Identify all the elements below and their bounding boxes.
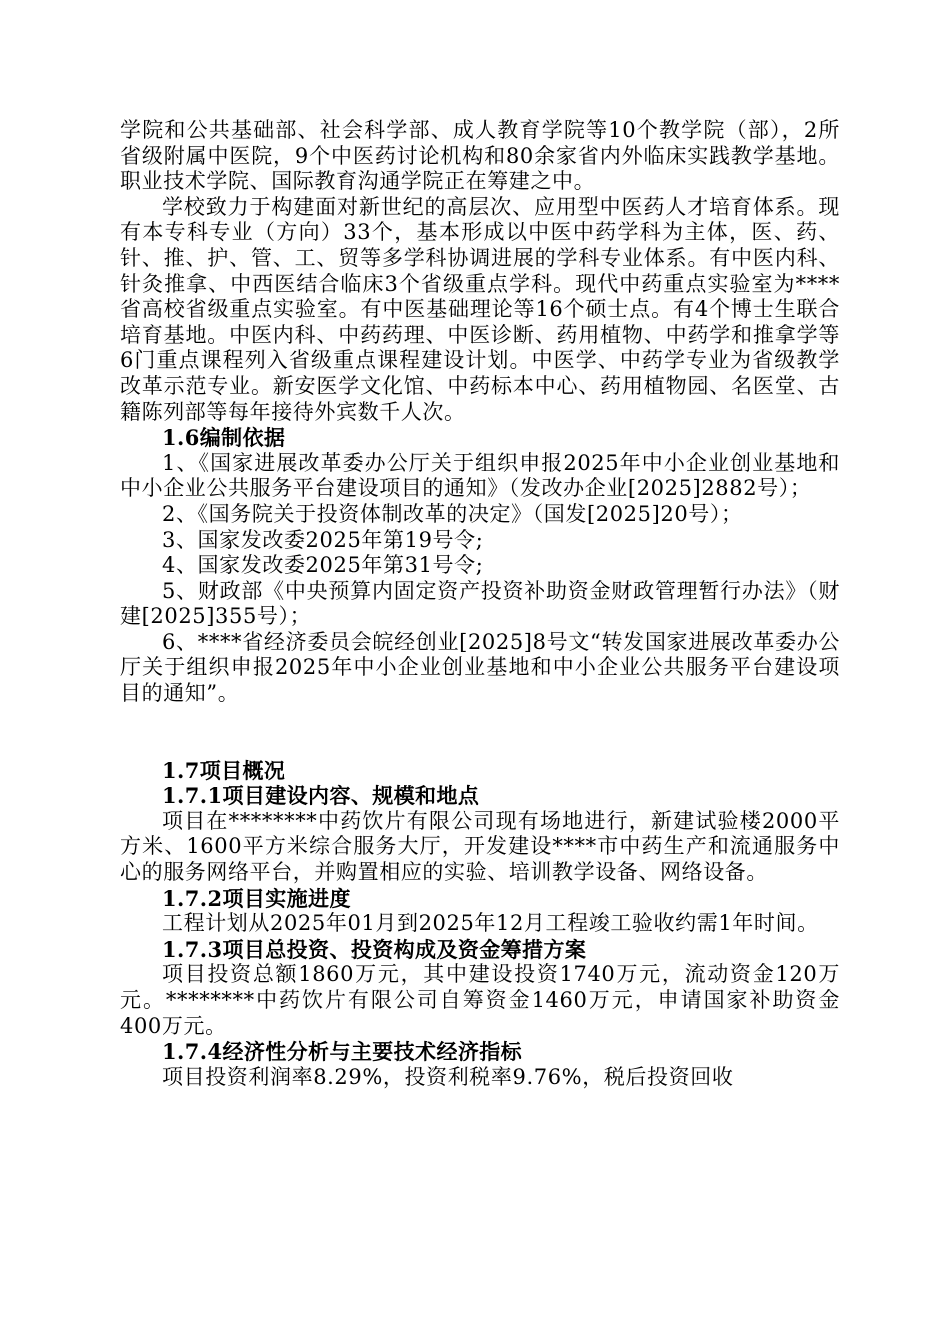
section-heading-1-7: 1.7项目概况 (162, 757, 286, 783)
intro-paragraph-1: 学院和公共基础部、社会科学部、成人教育学院等10个教学院（部），2所省级附属中医院，9个中医药讨论机构和80余家省内外临床实践教学基地。职业技术学院、国际教育沟通学院正在筹建之中。 (120, 118, 840, 194)
document-body (120, 118, 840, 1090)
basis-item-4: 4、国家发改委2025年第31号令; (162, 553, 484, 578)
intro-paragraph-2: 学校致力于构建面对新世纪的高层次、应用型中医药人才培育体系。现有本专科专业（方向）33个，基本形成以中医中药学科为主体，医、药、针、推、护、管、工、贸等多学科协调进展的学科专业体系。有中医内科、针灸推拿、中西医结合临床3个省级重点学科。现代中药重点实验室为****省高校省级重点实验室。有中医基础理论等16个硕士点。有4个博士生联合培育基地。中医内科、中药药理、中医诊断、药用植物、中药学和推拿学等6门重点课程列入省级重点课程建设计划。中医学、中药学专业为省级教学改革示范专业。新安医学文化馆、中药标本中心、药用植物园、名医堂、古籍陈列部等每年接待外宾数千人次。 (120, 194, 840, 424)
subsection-text-1-7-4: 项目投资利润率8.29%，投资利税率9.76%，税后投资回收 (162, 1064, 734, 1089)
subsection-heading-1-7-1: 1.7.1项目建设内容、规模和地点 (162, 783, 480, 809)
subsection-heading-1-7-2: 1.7.2项目实施进度 (162, 885, 351, 911)
subsection-heading-1-7-4: 1.7.4经济性分析与主要技术经济指标 (162, 1039, 523, 1065)
basis-item-5: 5、财政部《中央预算内固定资产投资补助资金财政管理暂行办法》（财建[2025]355号）； (120, 578, 840, 629)
subsection-heading-1-7-3: 1.7.3项目总投资、投资构成及资金筹措方案 (162, 936, 587, 962)
subsection-text-1-7-1: 项目在********中药饮片有限公司现有场地进行，新建试验楼2000平方米、1600平方米综合服务大厅，开发建设****市中药生产和流通服务中心的服务网络平台，并购置相应的实验、培训教学设备、网络设备。 (120, 808, 840, 885)
subsection-text-1-7-3: 项目投资总额1860万元，其中建设投资1740万元，流动资金120万元。********中药饮片有限公司自筹资金1460万元，申请国家补助资金400万元。 (120, 962, 840, 1038)
section-spacer (120, 707, 840, 758)
basis-item-3: 3、国家发改委2025年第19号令; (162, 527, 484, 552)
basis-item-2: 2、《国务院关于投资体制改革的决定》（国发[2025]20号）； (162, 501, 743, 526)
basis-item-6: 6、****省经济委员会皖经创业[2025]8号文“转发国家进展改革委办公厅关于组织申报2025年中小企业创业基地和中小企业公共服务平台建设项目的通知”。 (120, 629, 840, 706)
basis-item-1: 1、《国家进展改革委办公厅关于组织申报2025年中小企业创业基地和中小企业公共服务平台建设项目的通知》（发改办企业[2025]2882号）； (120, 450, 840, 501)
subsection-text-1-7-2: 工程计划从2025年01月到2025年12月工程竣工验收约需1年时间。 (162, 911, 819, 936)
section-heading-1-6: 1.6编制依据 (162, 425, 286, 451)
